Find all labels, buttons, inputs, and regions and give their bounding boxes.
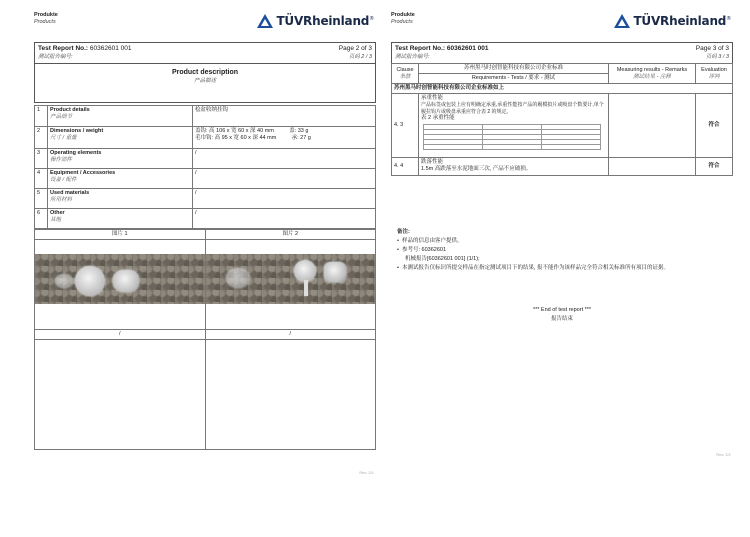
logo-text: TÜVRheinland® xyxy=(276,14,374,28)
photo-1-caption: / xyxy=(35,330,206,340)
page-header-left xyxy=(34,12,58,26)
col-clause-cn: 条款 xyxy=(399,73,411,80)
product-photo-2 xyxy=(206,254,376,304)
load-table xyxy=(423,124,601,150)
photo-2-caption: / xyxy=(205,330,376,340)
tuv-logo xyxy=(257,14,374,28)
row-number: 4 xyxy=(35,169,48,189)
detail-row xyxy=(35,209,376,229)
row-value-2: 毛巾钩: 高 95 x 宽 60 x 深 44 mm 承: 27 g xyxy=(195,135,311,141)
row-label: Equipment / Accessories xyxy=(50,170,116,176)
row-label: Product details xyxy=(50,107,90,113)
row-value: / xyxy=(193,149,376,169)
note-item: • 本测试报告仅标识所提交样品在指定测试项目下的结果, 报不能作为该样品完全符合相关标准所有项目的证据。 xyxy=(397,265,670,271)
report-number-box xyxy=(391,42,733,63)
clause-title: 跌落性能 xyxy=(421,159,444,165)
clause-text: 1.5m 高跌落至水泥地面三次, 产品不应破损。 xyxy=(421,166,532,172)
clause-verdict: 符合 xyxy=(696,158,733,176)
clause-verdict: 符合 xyxy=(696,94,733,158)
note-item: • 样品的信息由客户提供。 xyxy=(397,238,463,244)
clause-number: 4. 3 xyxy=(392,94,419,158)
row-label-cn: 所用材料 xyxy=(50,197,73,203)
row-value: / xyxy=(193,169,376,189)
photo-2-label: 图片 2 xyxy=(205,230,376,240)
row-number: 5 xyxy=(35,189,48,209)
notes-section xyxy=(397,228,713,273)
page-number-cn: 页码 3 / 3 xyxy=(705,54,729,60)
product-photo-1 xyxy=(35,254,205,304)
photo-1-label: 图片 1 xyxy=(35,230,206,240)
notes-title: 备注: xyxy=(397,229,410,235)
detail-row xyxy=(35,189,376,209)
row-label-cn: 产品细节 xyxy=(50,114,73,120)
col-measuring-cn: 测试结果 - 注释 xyxy=(633,73,671,80)
page-number: Page 2 of 3 xyxy=(338,45,372,52)
col-evaluation-cn: 评判 xyxy=(708,73,720,80)
section-title-cn: 产品描述 xyxy=(193,78,216,84)
report-number-box xyxy=(34,42,376,63)
report-label: Test Report No.: xyxy=(395,45,446,52)
clause-number: 4. 4 xyxy=(392,158,419,176)
requirements-table xyxy=(391,63,733,176)
report-label-cn: 测试报告编号: xyxy=(38,54,73,60)
col-requirements: Requirements - Tests / 要求 - 测试 xyxy=(419,74,609,84)
detail-row xyxy=(35,169,376,189)
clause-title: 承重性能 xyxy=(421,95,444,101)
note-item: 机械报告[60362601 001] (1/1); xyxy=(405,256,480,262)
section-title: Product description xyxy=(171,69,239,76)
page-number: Page 3 of 3 xyxy=(695,45,729,52)
row-value: / xyxy=(193,189,376,209)
empty-photo-cell xyxy=(35,340,206,450)
header-subtitle: Products xyxy=(391,19,413,25)
detail-row xyxy=(35,127,376,149)
row-number: 2 xyxy=(35,127,48,149)
col-clause: Clause xyxy=(396,66,414,73)
clause-text: 产品标签或包装上应有明确定承重,承重性能按产品的履模拟片或吸盘个数要计,单个履拉钩片或吸盘承重应符合表 2 的规定。 xyxy=(421,102,604,115)
row-label-cn: 其他 xyxy=(50,217,62,223)
clause-row xyxy=(392,94,733,158)
row-value: / xyxy=(193,209,376,229)
report-number: 60362601 001 xyxy=(446,45,489,52)
logo-text: TÜVRheinland® xyxy=(633,14,731,28)
triangle-logo-icon xyxy=(257,14,273,28)
row-label-cn: 尺寸 / 重量 xyxy=(50,135,77,141)
end-text-cn: 报告结束 xyxy=(550,316,573,322)
report-page-2 xyxy=(34,12,376,480)
page-footer: Rev. 2/1 xyxy=(359,470,374,475)
clause-table-ref: 表 2 承重性能 xyxy=(421,115,455,121)
row-number: 1 xyxy=(35,106,48,127)
row-label: Other xyxy=(50,210,65,216)
page-footer: Rev. 2/1 xyxy=(716,452,731,457)
row-number: 6 xyxy=(35,209,48,229)
header-title: Produkte xyxy=(391,12,415,18)
header-title: Produkte xyxy=(34,12,58,18)
col-evaluation: Evaluation xyxy=(701,66,727,73)
standard-label: 苏州黑马时创智能科技有限公司企业标准 xyxy=(419,64,609,74)
detail-row xyxy=(35,149,376,169)
section-title-box xyxy=(34,63,376,103)
page-number-cn: 页码 2 / 3 xyxy=(348,54,372,60)
report-label-cn: 测试报告编号: xyxy=(395,54,430,60)
end-text: *** End of test report *** xyxy=(532,307,592,313)
photo-2-cell xyxy=(205,240,376,330)
row-label: Used materials xyxy=(50,190,90,196)
photo-1-cell xyxy=(35,240,206,330)
row-value: 桧盆收纳挂钩 xyxy=(193,106,376,127)
row-number: 3 xyxy=(35,149,48,169)
report-label: Test Report No.: xyxy=(38,45,89,52)
row-label-cn: 操作部件 xyxy=(50,157,73,163)
page-header-left xyxy=(391,12,415,26)
col-measuring: Measuring results - Remarks xyxy=(616,66,688,73)
details-table xyxy=(34,105,376,450)
row-value: 盖钩: 高 106 x 宽 60 x 深 40 mm 盖: 33 g xyxy=(195,128,309,134)
tuv-logo xyxy=(614,14,731,28)
report-page-3 xyxy=(391,12,733,480)
row-label: Operating elements xyxy=(50,150,102,156)
empty-photo-cell xyxy=(205,340,376,450)
note-item: • 参考号: 60362601 xyxy=(397,247,447,253)
detail-row xyxy=(35,106,376,127)
triangle-logo-icon xyxy=(614,14,630,28)
row-label: Dimensions / weight xyxy=(50,128,104,134)
header-subtitle: Products xyxy=(34,19,56,25)
clause-row xyxy=(392,158,733,176)
report-number: 60362601 001 xyxy=(89,45,132,52)
row-label-cn: 设备 / 配件 xyxy=(50,177,77,183)
end-of-report xyxy=(391,306,733,324)
company-row: 苏州黑马时创智能科技有限公司企业标准如上 xyxy=(392,84,733,94)
